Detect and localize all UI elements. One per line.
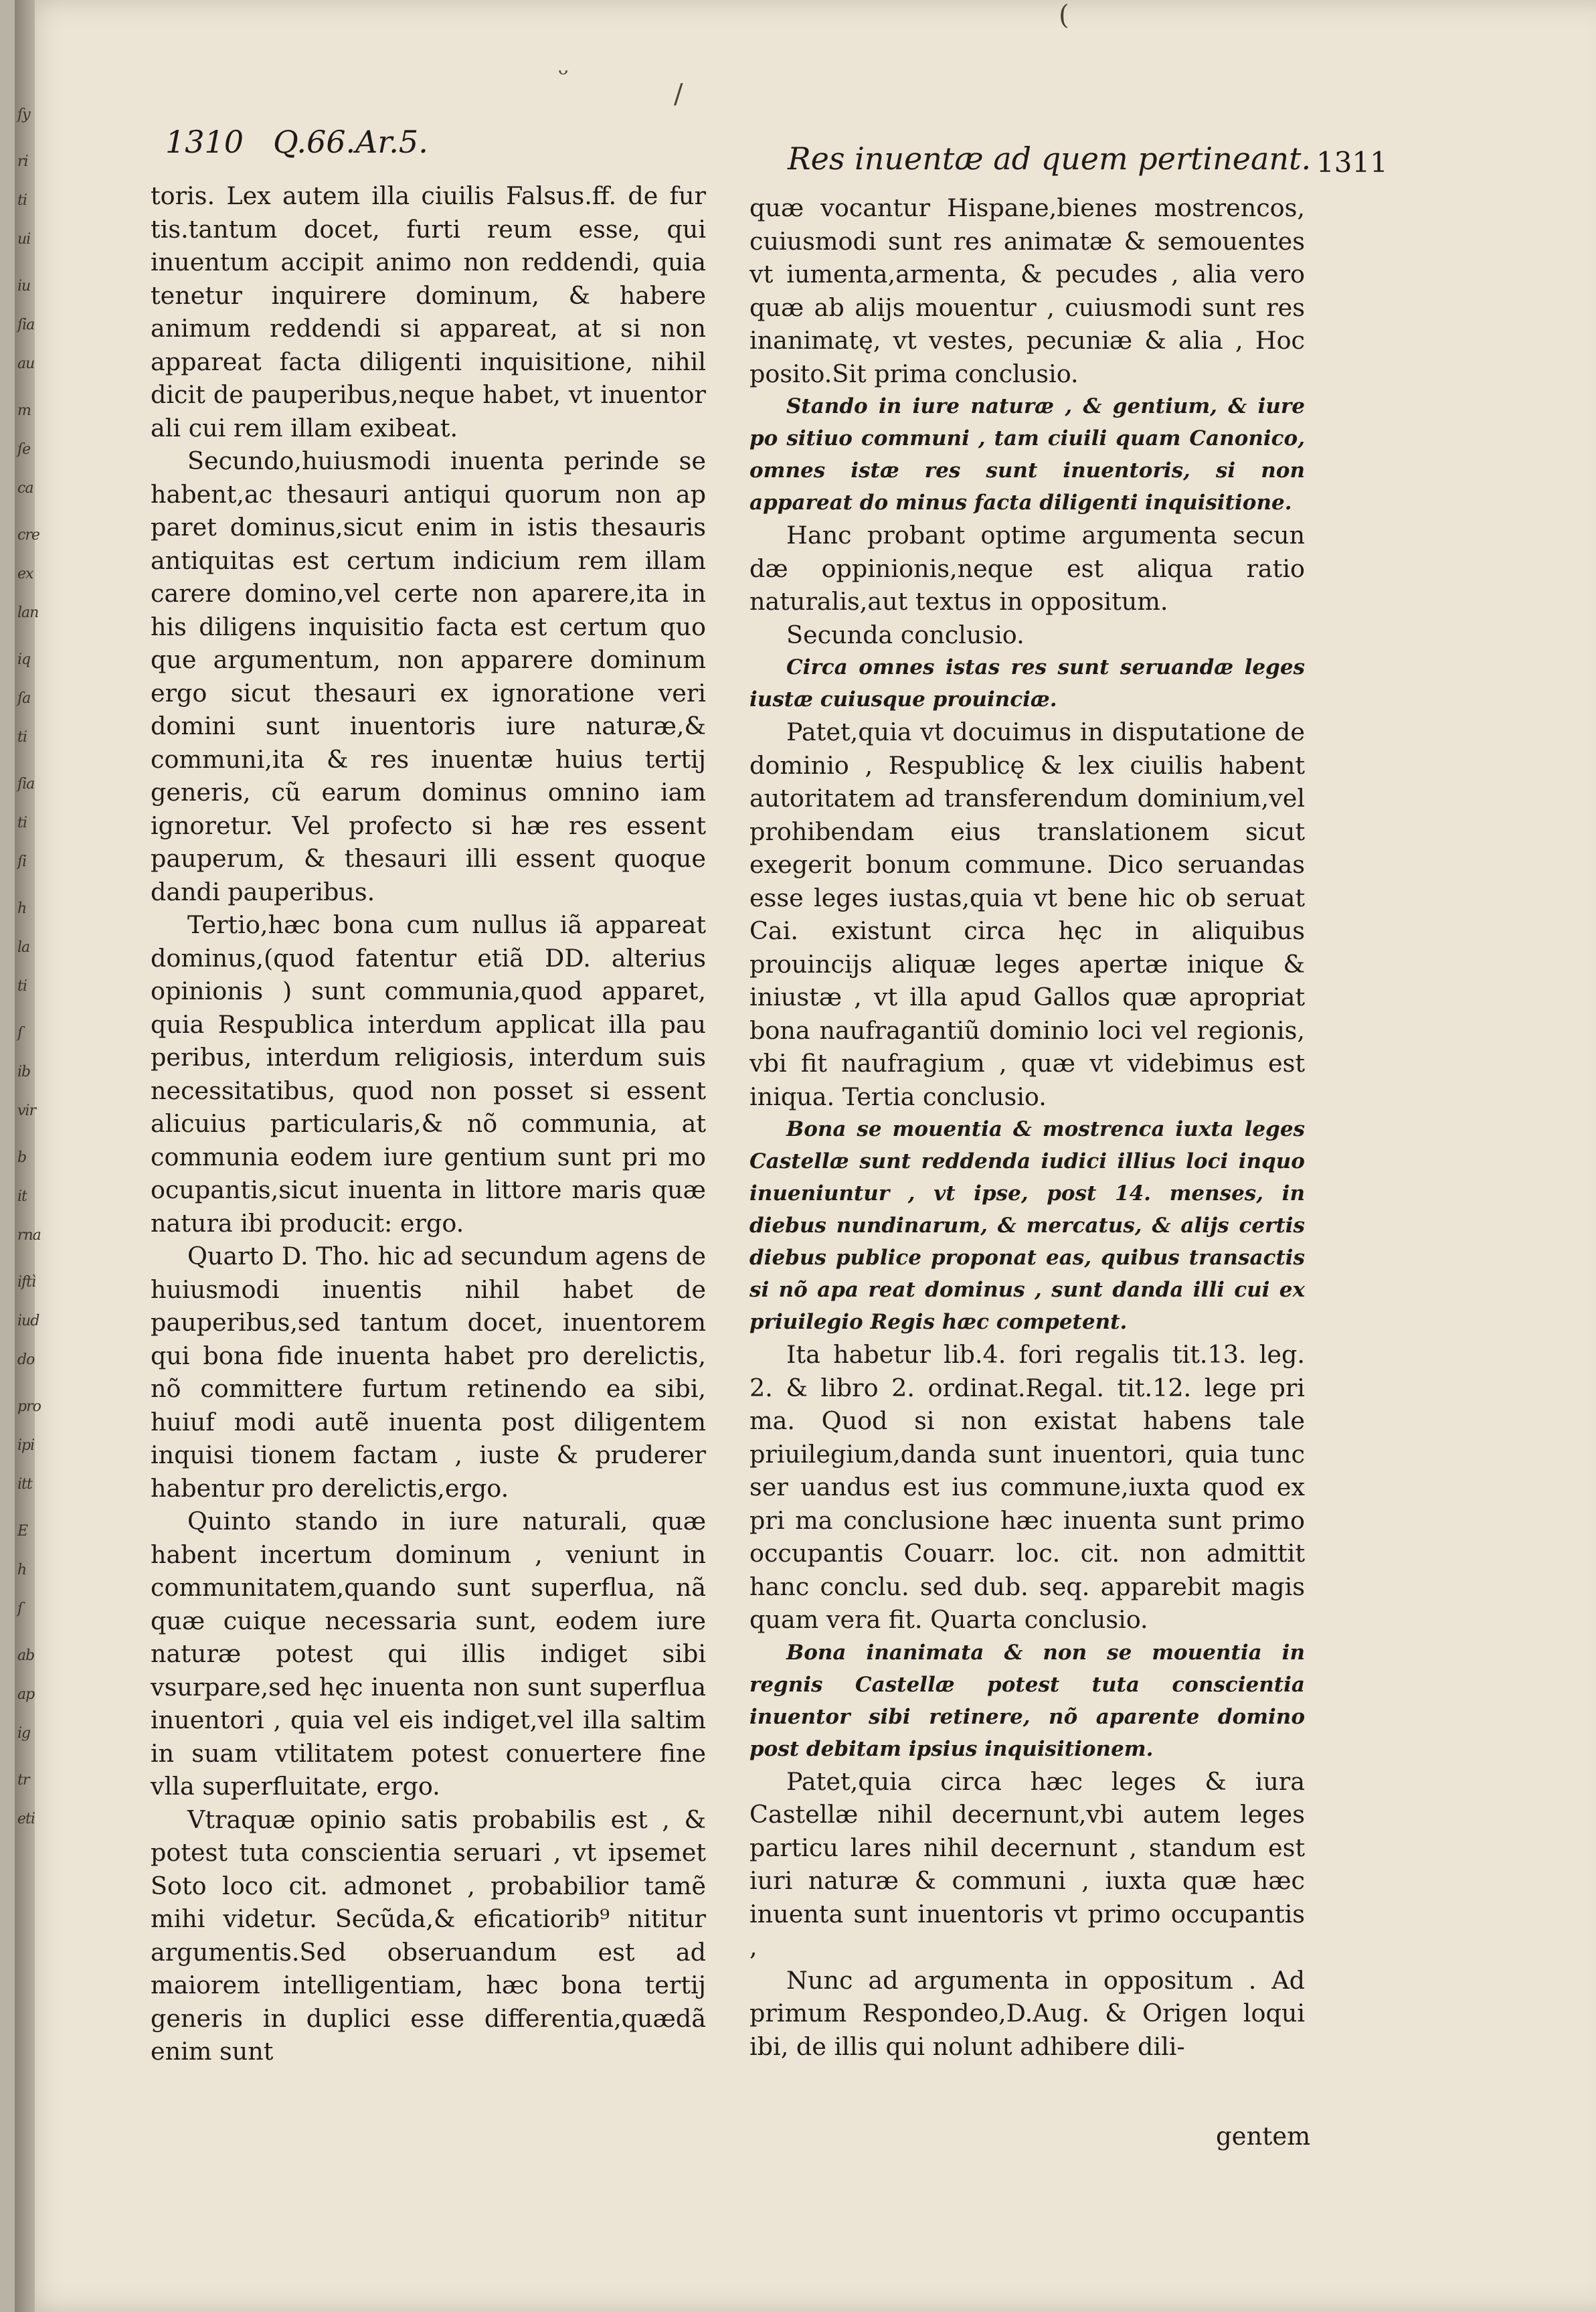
right-page-running-title: Res inuentæ ad quem pertineant.: [788, 141, 1312, 177]
margin-fragment: ui: [17, 231, 31, 248]
margin-fragment: ſia: [17, 776, 35, 793]
right-page-number: 1311: [1316, 146, 1388, 179]
margin-fragment: iq: [17, 651, 31, 668]
margin-fragment: ſi: [17, 853, 27, 870]
left-page-reference: Q.66.Ar.5.: [272, 124, 428, 160]
right-text-column: [749, 191, 1305, 2063]
margin-fragment: la: [17, 939, 30, 956]
margin-fragment: ti: [17, 978, 27, 995]
margin-fragment: itt: [17, 1476, 32, 1493]
margin-fragment: it: [17, 1188, 27, 1205]
margin-fragment: lan: [17, 604, 39, 621]
margin-fragment: ſia: [17, 317, 35, 333]
opposite-page-margin-fragments: [17, 100, 41, 1843]
margin-fragment: iud: [17, 1313, 39, 1329]
margin-fragment: ſ: [17, 1600, 23, 1617]
paragraph: Patet,quia circa hæc leges & iura Castellæ nihil decernunt,vbi autem leges particu lares nihil decernunt , standum est iuri naturæ & communi , iuxta quæ hæc inuenta sunt inuentoris vt primo occupantis ,: [749, 1766, 1305, 1961]
paragraph: Patet,quia vt docuimus in disputatione de dominio , Respublicę & lex ciuilis habent autoritatem ad transferendum dominium,vel prohibendam eius translationem sicut exegerit bonum commune. Dico seruandas esse leges iustas,quia vt bene hic ob seruat Cai. existunt circa hęc in aliquibus prouincijs aliquæ leges apertæ inique & iniustæ , vt illa apud Gallos quæ apropriat bona naufragantiũ dominio loci vel regionis, vbi fit naufragium , quæ vt videbimus est iniqua. Tertia conclusio.: [749, 718, 1305, 1111]
margin-fragment: ab: [17, 1647, 35, 1664]
margin-fragment: ipi: [17, 1437, 35, 1454]
catchword: gentem: [1216, 2122, 1311, 2151]
margin-fragment: E: [17, 1523, 28, 1540]
paragraph: Quinto stando in iure naturali, quæ habent incertum dominum , veniunt in communitatem,quando sunt superflua, nã quæ cuique necessaria sunt, eodem iure naturæ potest qui illis indiget sibi vsurpare,sed hęc inuenta non sunt superflua inuentori , quia vel eis indiget,vel illa saltim in suam vtilitatem potest conuertere fine vlla superfluitate, ergo.: [151, 1507, 706, 1801]
paragraph: Nunc ad argumenta in oppositum . Ad primum Respondeo,D.Aug. & Origen loqui ibi, de illis qui nolunt adhibere dili-: [749, 1965, 1305, 2061]
margin-fragment: ca: [17, 480, 33, 497]
margin-fragment: ap: [17, 1686, 35, 1703]
conclusion-statement: Bona se mouentia & mostrenca iuxta leges Castellæ sunt reddenda iudici illius loci inquo inueniuntur , vt ipse, post 14. menses, in diebus nundinarum, & mercatus, & alijs certis diebus publice proponat eas, quibus transactis si nõ apa reat dominus , sunt danda illi cui ex priuilegio Regis hæc competent.: [749, 1117, 1305, 1334]
margin-fragment: do: [17, 1351, 35, 1368]
ink-speck: ᵕ: [558, 59, 569, 90]
margin-fragment: tr: [17, 1772, 29, 1789]
paragraph: Tertio,hæc bona cum nullus iã appareat dominus,(quod fatentur etiã DD. alterius opinionis ) sunt communia,quod apparet, quia Respublica interdum applicat illa pau peribus, interdum religiosis, interdum suis necessitatibus, quod non posset si essent alicuius particularis,& nõ communia, at communia eodem iure gentium sunt pri mo ocupantis,sicut inuenta in littore maris quæ natura ibi producit: ergo.: [151, 910, 706, 1238]
ink-stroke: (: [1059, 0, 1069, 31]
margin-fragment: ſy: [17, 106, 30, 123]
margin-fragment: iftì: [17, 1274, 36, 1291]
margin-fragment: vir: [17, 1102, 35, 1119]
margin-fragment: ri: [17, 153, 28, 170]
paragraph: Ita habetur lib.4. fori regalis tit.13. leg. 2. & libro 2. ordinat.Regal. tit.12. lege pri ma. Quod si non existat habens tale priuilegium,danda sunt inuentori, quia tunc ser uandus est ius commune,iuxta quod ex pri ma conclusione hæc inuenta sunt primo occupantis Couarr. loc. cit. non admittit hanc conclu. sed dub. seq. apparebit magis quam vera fit. Quarta conclusio.: [749, 1340, 1305, 1634]
margin-fragment: ſ: [17, 1025, 23, 1042]
margin-fragment: pro: [17, 1398, 41, 1415]
margin-fragment: ti: [17, 729, 27, 746]
margin-fragment: m: [17, 402, 31, 419]
margin-fragment: ex: [17, 566, 33, 582]
conclusion-statement: Circa omnes istas res sunt seruandæ leges iustæ cuiusque prouinciæ.: [749, 655, 1305, 712]
paragraph: Vtraquæ opinio satis probabilis est , & potest tuta conscientia seruari , vt ipsemet Soto loco cit. admonet , probabilior tamẽ mihi videtur. Secũda,& eficatiorib⁹ nititur argumentis.Sed obseruandum est ad maiorem intelligentiam, hæc bona tertij generis in duplici esse differentia,quædã enim sunt: [151, 1805, 706, 2066]
conclusion-statement: Bona inanimata & non se mouentia in regnis Castellæ potest tuta conscientia inuentor sibi retinere, nõ aparente domino post debitam ipsius inquisitionem.: [749, 1640, 1305, 1761]
margin-fragment: ib: [17, 1064, 31, 1080]
margin-fragment: cre: [17, 527, 39, 544]
margin-fragment: h: [17, 900, 27, 917]
margin-fragment: b: [17, 1149, 27, 1166]
book-page: [15, 0, 1596, 2312]
margin-fragment: iu: [17, 278, 31, 295]
left-text-column: [151, 179, 706, 2068]
left-page-number: 1310: [165, 124, 244, 160]
paragraph: toris. Lex autem illa ciuilis Falsus.ff. de fur tis.tantum docet, furti reum esse, qui inuentum accipit animo non reddendi, quia tenetur inquirere dominum, & habere animum reddendi si appareat, at si non appareat facta diligenti inquisitione, nihil dicit de pauperibus,neque habet, vt inuentor ali cui rem illam exibeat.: [151, 181, 706, 442]
margin-fragment: ti: [17, 815, 27, 831]
margin-fragment: ig: [17, 1725, 31, 1742]
paragraph: Hanc probant optime argumenta secun dæ oppinionis,neque est aliqua ratio naturalis,aut textus in oppositum.: [749, 521, 1305, 616]
paragraph: Quarto D. Tho. hic ad secundum agens de huiusmodi inuentis nihil habet de pauperibus,sed tantum docet, inuentorem qui bona fide inuenta habet pro derelictis, nõ committere furtum retinendo ea sibi, huiuf modi autẽ inuenta post diligentem inquisi tionem factam , iuste & pruderer habentur pro derelictis,ergo.: [151, 1242, 706, 1503]
margin-fragment: h: [17, 1562, 27, 1578]
margin-fragment: ſa: [17, 690, 31, 707]
margin-fragment: au: [17, 355, 35, 372]
margin-fragment: rna: [17, 1227, 41, 1244]
conclusion-statement: Stando in iure naturæ , & gentium, & iure po sitiuo communi , tam ciuili quam Canonico, omnes istæ res sunt inuentoris, si non appareat do minus facta diligenti inquisitione.: [749, 394, 1305, 515]
binding-gutter: [15, 0, 41, 2312]
margin-fragment: ti: [17, 192, 27, 209]
margin-fragment: ſe: [17, 441, 31, 458]
paragraph: quæ vocantur Hispane,bienes mostrencos, cuiusmodi sunt res animatæ & semouentes vt iumenta,armenta, & pecudes , alia vero quæ ab alijs mouentur , cuiusmodi sunt res inanimatę, vt vestes, pecuniæ & alia , Hoc posito.Sit prima conclusio.: [749, 193, 1305, 388]
left-page-header: [165, 124, 428, 160]
paragraph: Secunda conclusio.: [786, 620, 1025, 649]
paragraph: Secundo,huiusmodi inuenta perinde se habent,ac thesauri antiqui quorum non ap paret dominus,sicut enim in istis thesauris antiquitas est certum indicium rem illam carere domino,vel certe non aparere,ita in his diligens inquisitio facta est certum quo que argumentum, non apparere dominum ergo sicut thesauri ex ignoratione veri domini sunt inuentoris iure naturæ,& communi,ita & res inuentæ huius tertij generis, cũ earum dominus omnino iam ignoretur. Vel profecto si hæ res essent pauperum, & thesauri illi essent quoque dandi pauperibus.: [151, 446, 706, 906]
ink-stroke: /: [674, 79, 683, 110]
margin-fragment: eti: [17, 1811, 35, 1827]
